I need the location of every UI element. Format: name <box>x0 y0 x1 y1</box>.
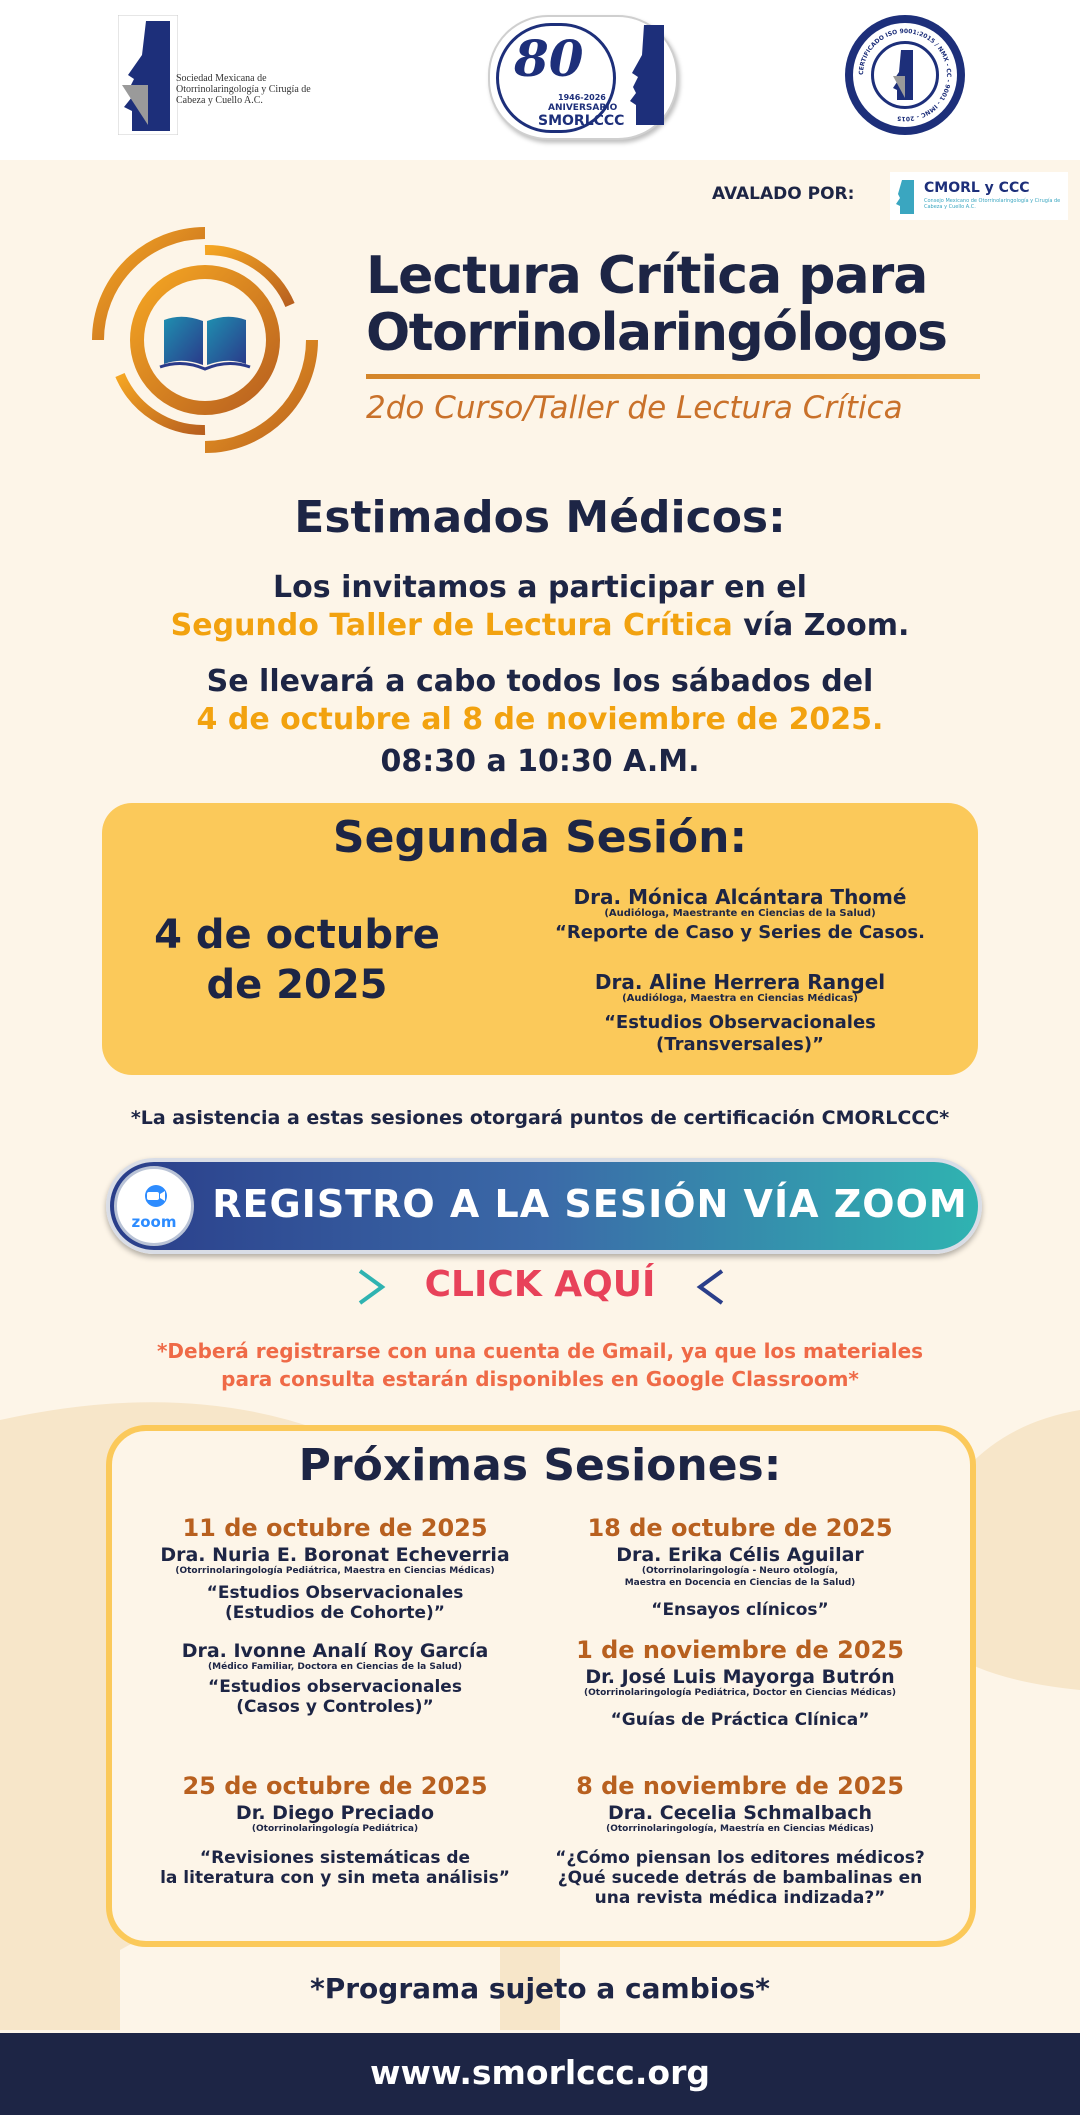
cmorl-logo-title: CMORL y CCC <box>924 180 1030 196</box>
arrow-right-icon <box>110 1267 390 1307</box>
session2-speaker2-topic-line2: (Transversales)” <box>656 1034 824 1055</box>
s1-speaker2-topic-line1: “Estudios observacionales <box>208 1677 462 1697</box>
hero-divider <box>366 374 980 379</box>
head-profile-icon <box>118 15 178 135</box>
zoom-logo-icon <box>114 1166 194 1246</box>
intro-line3: Se llevará a cabo todos los sábados del <box>206 664 874 699</box>
s1-speaker1-topic-line2: (Estudios de Cohorte)” <box>225 1603 445 1623</box>
arrow-left-icon <box>692 1267 972 1307</box>
certification-note: *La asistencia a estas sesiones otorgará puntos de certificación CMORLCCC* <box>130 1107 950 1129</box>
s5-speaker-role: (Otorrinolaringología, Maestría en Ciencias Médicas) <box>606 1824 874 1834</box>
session2-title: Segunda Sesión: <box>332 812 748 863</box>
anniversary-logo <box>488 15 678 140</box>
session2-date-line2: de 2025 <box>206 962 388 1008</box>
cmorl-logo <box>890 172 1068 220</box>
hero-subtitle: 2do Curso/Taller de Lectura Crítica <box>366 390 903 426</box>
s5-topic-line3: una revista médica indizada?” <box>594 1888 886 1908</box>
s3-speaker-name: Dr. José Luis Mayorga Butrón <box>585 1666 895 1688</box>
endorsement-label: AVALADO POR: <box>712 184 855 204</box>
s5-speaker-name: Dra. Cecelia Schmalbach <box>607 1802 873 1824</box>
iso-seal-logo <box>845 15 965 135</box>
s3-topic: “Guías de Práctica Clínica” <box>610 1710 870 1730</box>
s3-date: 1 de noviembre de 2025 <box>576 1636 904 1664</box>
gmail-note-line1: *Deberá registrarse con una cuenta de Gmail, ya que los materiales <box>156 1339 924 1363</box>
head-profile-icon <box>628 25 668 125</box>
s4-speaker-name: Dr. Diego Preciado <box>235 1802 435 1824</box>
head-profile-icon <box>896 180 918 214</box>
anniversary-years: 1946-2026 <box>558 93 606 102</box>
schedule-time: 08:30 a 10:30 A.M. <box>380 744 700 779</box>
s2-date: 18 de octubre de 2025 <box>587 1514 893 1542</box>
s2-speaker-role-line1: (Otorrinolaringología - Neuro otología, <box>641 1566 839 1576</box>
seal-text: CERTIFICADO ISO 9001:2015 / NMX - CC - 9001 - IMNC - 2015 <box>857 27 953 123</box>
footer-url-link[interactable]: www.smorlccc.org <box>370 2053 710 2092</box>
session2-speaker1-role: (Audióloga, Maestrante en Ciencias de la Salud) <box>604 908 876 919</box>
workshop-name: Segundo Taller de Lectura Crítica <box>170 608 733 643</box>
s5-topic-line1: “¿Cómo piensan los editores médicos? <box>555 1848 925 1868</box>
book-emblem-icon <box>90 225 320 455</box>
s2-speaker-name: Dra. Erika Célis Aguilar <box>616 1544 864 1566</box>
s5-date: 8 de noviembre de 2025 <box>576 1772 904 1800</box>
session2-date-line1: 4 de octubre <box>154 912 440 958</box>
session2-speaker1-name: Dra. Mónica Alcántara Thomé <box>573 885 907 909</box>
program-disclaimer: *Programa sujeto a cambios* <box>310 1972 770 2005</box>
session2-speaker1-topic: “Reporte de Caso y Series de Casos. <box>555 922 925 943</box>
s4-speaker-role: (Otorrinolaringología Pediátrica) <box>251 1824 419 1834</box>
click-here-link[interactable]: CLICK AQUÍ <box>424 1264 656 1305</box>
upcoming-title: Próximas Sesiones: <box>298 1440 782 1491</box>
intro-line2-rest: vía Zoom. <box>732 608 910 643</box>
s1-speaker2-role: (Médico Familiar, Doctora en Ciencias de la Salud) <box>208 1662 462 1672</box>
s2-speaker-role-line2: Maestra en Docencia en Ciencias de la Salud) <box>624 1578 856 1588</box>
s3-speaker-role: (Otorrinolaringología Pediátrica, Doctor en Ciencias Médicas) <box>584 1688 896 1698</box>
s2-topic: “Ensayos clínicos” <box>651 1600 829 1620</box>
intro-line2 <box>0 608 1080 643</box>
date-range: 4 de octubre al 8 de noviembre de 2025. <box>196 702 884 737</box>
session2-speaker2-role: (Audióloga, Maestra en Ciencias Médicas) <box>622 993 858 1004</box>
greeting-heading: Estimados Médicos: <box>294 492 786 543</box>
anniversary-org: SMORLCCC <box>538 113 625 129</box>
s1-speaker1-name: Dra. Nuria E. Boronat Echeverria <box>160 1544 510 1566</box>
video-camera-icon <box>139 1185 173 1207</box>
zoom-register-label: REGISTRO A LA SESIÓN VÍA ZOOM <box>212 1182 968 1226</box>
anniversary-label: ANIVERSARIO <box>548 103 618 113</box>
s4-topic-line1: “Revisiones sistemáticas de <box>199 1848 471 1868</box>
smorlccc-logo-text: Sociedad Mexicana de Otorrinolaringología y Cirugía de Cabeza y Cuello A.C. <box>176 73 311 106</box>
hero-title-line2: Otorrinolaringólogos <box>366 303 947 363</box>
s4-topic-line2: la literatura con y sin meta análisis” <box>160 1868 510 1888</box>
smorlccc-logo <box>118 15 318 140</box>
s5-topic-line2: ¿Qué sucede detrás de bambalinas en <box>557 1868 923 1888</box>
s1-speaker2-topic-line2: (Casos y Controles)” <box>236 1697 434 1717</box>
s1-date: 11 de octubre de 2025 <box>182 1514 488 1542</box>
s4-date: 25 de octubre de 2025 <box>182 1772 488 1800</box>
session2-speaker2-topic-line1: “Estudios Observacionales <box>604 1012 876 1033</box>
zoom-register-button[interactable] <box>106 1158 982 1254</box>
s1-speaker2-name: Dra. Ivonne Analí Roy García <box>181 1640 489 1662</box>
zoom-logo-text: zoom <box>131 1213 177 1231</box>
s1-speaker1-topic-line1: “Estudios Observacionales <box>206 1583 464 1603</box>
s1-speaker1-role: (Otorrinolaringología Pediátrica, Maestra en Ciencias Médicas) <box>175 1566 495 1576</box>
anniversary-number: 80 <box>514 29 584 88</box>
intro-line1: Los invitamos a participar en el <box>273 570 807 605</box>
svg-text:CERTIFICADO ISO 9001:2015 / NM <box>858 28 952 122</box>
gmail-note-line2: para consulta estarán disponibles en Google Classroom* <box>221 1367 859 1391</box>
session2-speaker2-name: Dra. Aline Herrera Rangel <box>594 970 886 994</box>
hero-title-line1: Lectura Crítica para <box>366 246 928 306</box>
cmorl-logo-subtitle: Consejo Mexicano de Otorrinolaringología y Cirugía de Cabeza y Cuello A.C. <box>924 198 1061 210</box>
